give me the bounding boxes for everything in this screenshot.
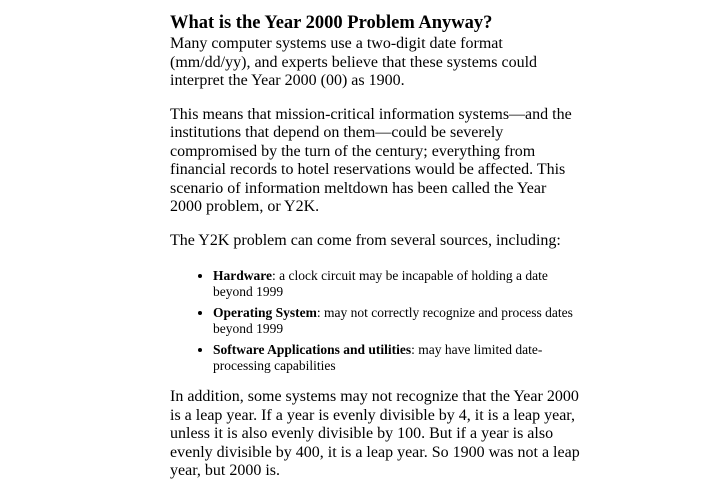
paragraph-sources-intro: The Y2K problem can come from several sources, including: [170,231,561,249]
sources-list [170,268,582,373]
list-item-hardware [213,268,582,299]
article-content [170,10,582,481]
list-item-term: Software Applications and utilities [213,342,412,357]
paragraph-impact: This means that mission-critical information systems—and the institutions that depend on them—could be severely compromised by the turn of the century; everything from financial records to hotel reservations would be affected. This scenario of information meltdown has been called the Year 2000 problem, or Y2K. [170,105,572,215]
list-item-operating-system [213,305,582,336]
list-item-term: Hardware [213,268,272,283]
paragraph-leap-year: In addition, some systems may not recognize that the Year 2000 is a leap year. If a year is evenly divisible by 4, it is a leap year, unless it is also evenly divisible by 100. But if a year is also evenly divisible by 400, it is a leap year. So 1900 was not a leap year, but 2000 is. [170,388,580,479]
article-heading: What is the Year 2000 Problem Anyway? [170,13,493,33]
list-item-software-applications [213,342,582,373]
paragraph-intro: Many computer systems use a two-digit date format (mm/dd/yy), and experts believe that these systems could interpret the Year 2000 (00) as 1900. [170,35,538,89]
list-item-desc: : may not correctly recognize and process dates beyond 1999 [213,305,573,336]
list-item-desc: : a clock circuit may be incapable of holding a date beyond 1999 [213,268,548,299]
list-item-desc: : may have limited date-processing capabilities [213,342,543,373]
list-item-term: Operating System [213,305,317,320]
